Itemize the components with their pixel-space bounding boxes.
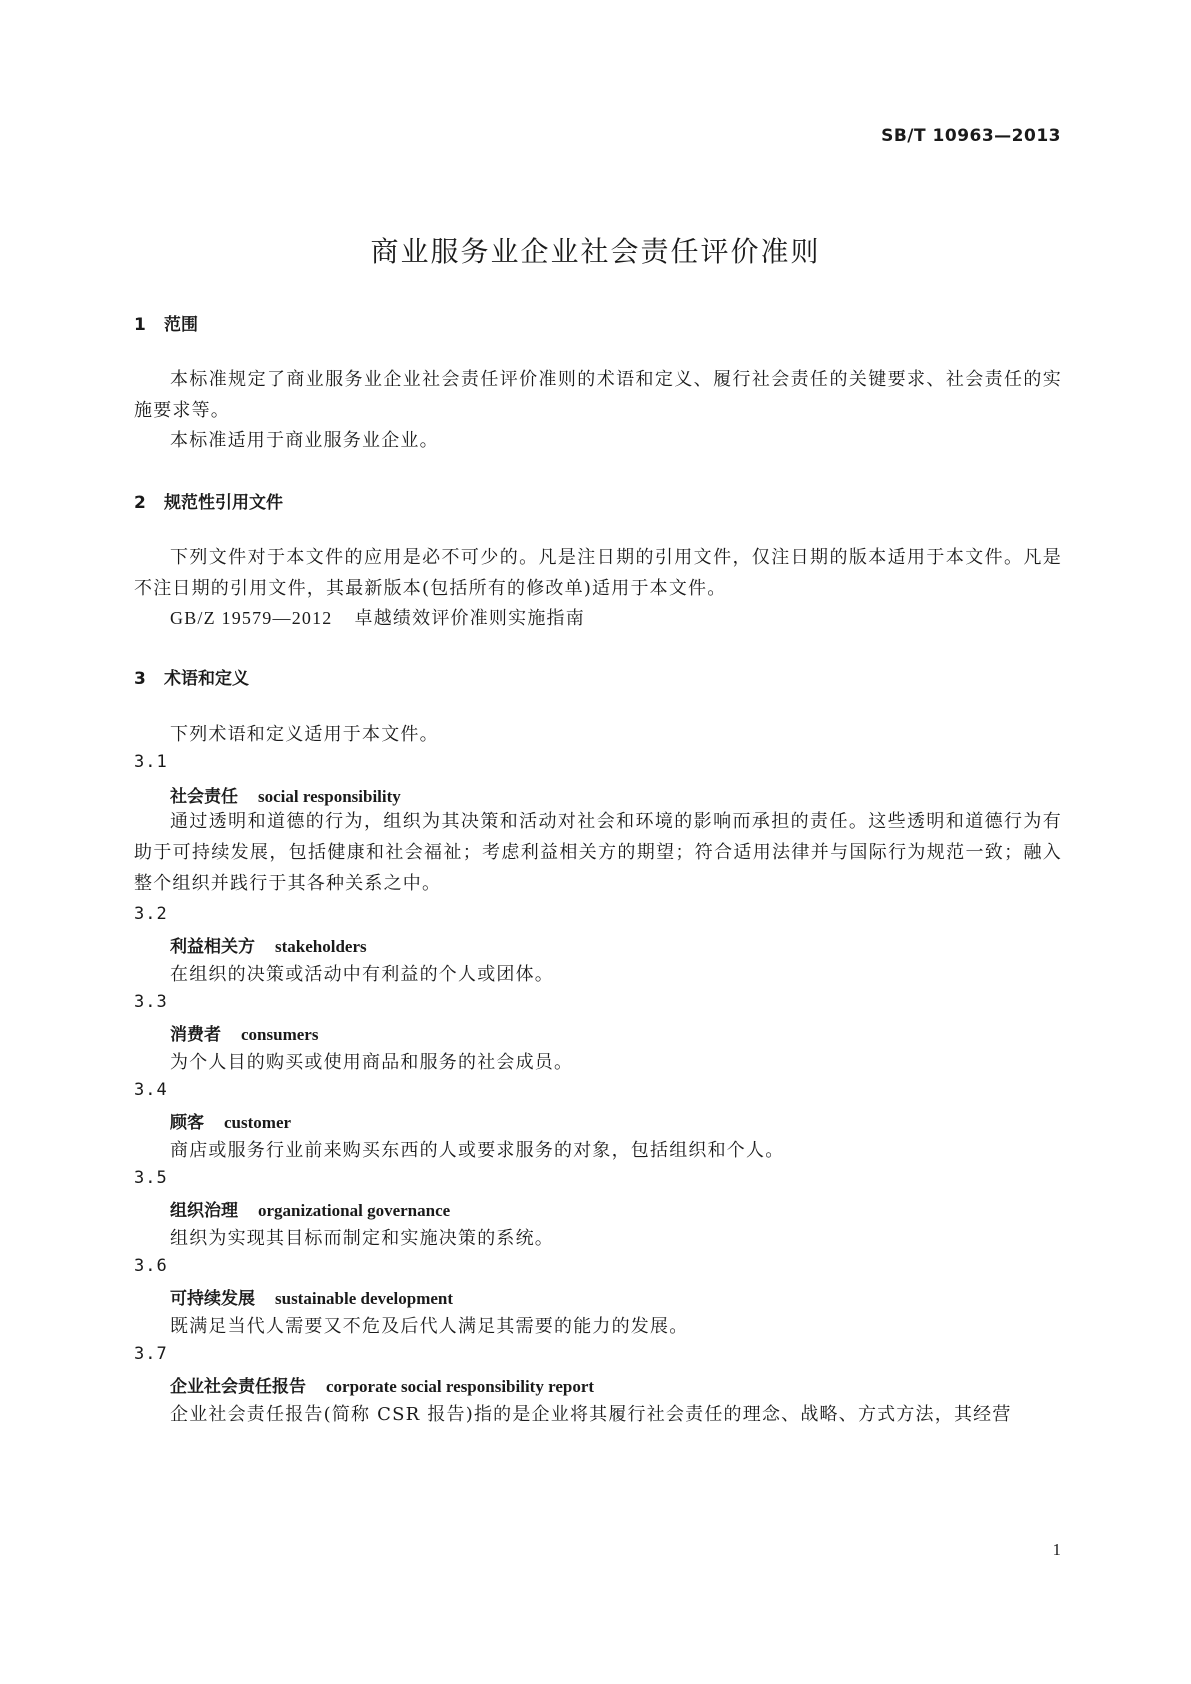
term-heading — [170, 1372, 594, 1397]
standard-code: SB/T 10963—2013 — [881, 126, 1061, 146]
term-definition: 在组织的决策或活动中有利益的个人或团体。 — [170, 964, 554, 985]
term-en: customer — [224, 1113, 292, 1132]
term-en: social responsibility — [258, 787, 401, 806]
term-en: stakeholders — [275, 937, 367, 956]
page-number: 1 — [1052, 1540, 1061, 1559]
section-number: 2 — [134, 493, 146, 513]
term-zh: 组织治理 — [170, 1201, 238, 1221]
term-number: 3.1 — [134, 752, 168, 772]
term-zh: 顾客 — [170, 1113, 204, 1133]
term-en: sustainable development — [275, 1289, 454, 1308]
term-definition: 为个人目的购买或使用商品和服务的社会成员。 — [170, 1052, 574, 1073]
paragraph: 下列术语和定义适用于本文件。 — [170, 724, 439, 745]
term-zh: 可持续发展 — [170, 1289, 255, 1309]
term-heading — [170, 932, 367, 957]
term-zh: 企业社会责任报告 — [170, 1377, 306, 1397]
term-heading — [170, 1020, 318, 1045]
section-number: 1 — [134, 315, 146, 335]
term-zh: 社会责任 — [170, 787, 238, 807]
term-en: organizational governance — [258, 1201, 451, 1220]
reference-code: GB/Z 19579—2012 — [170, 608, 333, 628]
term-definition: 组织为实现其目标而制定和实施决策的系统。 — [170, 1228, 554, 1249]
reference-entry — [170, 604, 585, 630]
term-heading — [170, 782, 401, 807]
paragraph: 本标准适用于商业服务业企业。 — [170, 430, 439, 451]
term-en: consumers — [241, 1025, 319, 1044]
term-zh: 消费者 — [170, 1025, 221, 1045]
term-number: 3.3 — [134, 992, 168, 1012]
term-number: 3.4 — [134, 1080, 168, 1100]
term-zh: 利益相关方 — [170, 937, 255, 957]
section-title: 术语和定义 — [164, 669, 249, 689]
page-title: 商业服务业企业社会责任评价准则 — [370, 235, 821, 268]
term-definition: 通过透明和道德的行为，组织为其决策和活动对社会和环境的影响而承担的责任。这些透明和道德行为有助于可持续发展，包括健康和社会福祉；考虑利益相关方的期望；符合适用法律并与国际行为规范一致；融入整个组织并践行于其各种关系之中。 — [134, 811, 1062, 894]
section-title: 规范性引用文件 — [164, 493, 283, 513]
term-number: 3.5 — [134, 1168, 168, 1188]
term-definition: 既满足当代人需要又不危及后代人满足其需要的能力的发展。 — [170, 1316, 689, 1337]
section-heading-scope — [134, 310, 198, 335]
term-en: corporate social responsibility report — [326, 1377, 595, 1396]
section-number: 3 — [134, 669, 146, 689]
term-heading — [170, 1284, 453, 1309]
paragraph: 下列文件对于本文件的应用是必不可少的。凡是注日期的引用文件，仅注日期的版本适用于本文件。凡是不注日期的引用文件，其最新版本(包括所有的修改单)适用于本文件。 — [134, 547, 1062, 599]
term-heading — [170, 1196, 450, 1221]
term-heading — [170, 1108, 291, 1133]
term-definition: 企业社会责任报告(简称 CSR 报告)指的是企业将其履行社会责任的理念、战略、方式方法，其经营 — [170, 1404, 1012, 1425]
term-definition: 商店或服务行业前来购买东西的人或要求服务的对象，包括组织和个人。 — [170, 1140, 785, 1161]
section-title: 范围 — [164, 315, 198, 335]
reference-title: 卓越绩效评价准则实施指南 — [354, 608, 585, 629]
section-heading-references — [134, 488, 283, 513]
section-heading-terms — [134, 664, 249, 689]
term-number: 3.2 — [134, 904, 168, 924]
term-number: 3.7 — [134, 1344, 168, 1364]
term-number: 3.6 — [134, 1256, 168, 1276]
paragraph: 本标准规定了商业服务业企业社会责任评价准则的术语和定义、履行社会责任的关键要求、社会责任的实施要求等。 — [134, 369, 1062, 421]
